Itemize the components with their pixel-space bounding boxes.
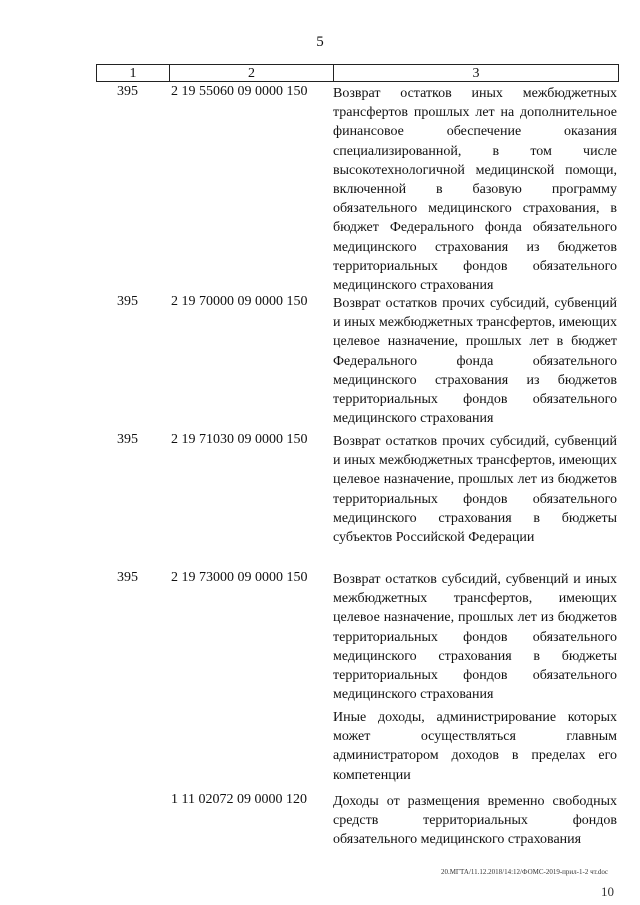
page-number: 5 [316, 34, 324, 50]
income-description: Возврат остатков прочих субсидий, субвенций и иных межбюджетных трансфертов, имеющих целевое назначение, прошлых лет в бюджет Федерального фонда обязательного медицинского страхования из бюджетов территориальных фондов обязательного медицинского страхования [333, 296, 617, 427]
income-description: Возврат остатков иных межбюджетных трансфертов прошлых лет на дополнительное финансовое обеспечение оказания специализированной, в том числе высокотехнологичной медицинской помощи, включенной в базовую программу обязательного медицинского страхования, в бюджет Федерального фонда обязательного медицинского страхования из бюджетов территориальных фондов обязательного медицинского страхования [333, 86, 617, 294]
kbk-code: 2 19 73000 09 0000 150 [171, 570, 308, 585]
footer-file-path: 20.МГТА/11.12.2018/14:12/ФОМС-2019-прил-1-2 чт.doc [440, 868, 608, 876]
admin-code: 395 [117, 570, 138, 585]
admin-code: 395 [117, 294, 138, 309]
header-col-3: 3 [472, 66, 480, 81]
header-col-1: 1 [97, 65, 170, 81]
kbk-code: 1 11 02072 09 0000 120 [171, 792, 307, 807]
income-description: Иные доходы, администрирование которых может осуществляться главным администратором доходов в пределах его компетенции [333, 710, 617, 783]
kbk-code: 2 19 71030 09 0000 150 [171, 432, 308, 447]
income-description: Доходы от размещения временно свободных средств территориальных фондов обязательного медицинского страхования [333, 794, 617, 848]
header-col-2: 2 [170, 65, 334, 81]
income-description: Возврат остатков субсидий, субвенций и иных межбюджетных трансфертов, имеющих целевое назначение, прошлых лет из бюджетов территориальных фондов обязательного медицинского страхования в бюджеты территориальных фондов обязательного медицинского страхования [333, 572, 617, 703]
admin-code: 395 [117, 84, 138, 99]
kbk-code: 2 19 70000 09 0000 150 [171, 294, 308, 309]
footer-sheet-number: 10 [601, 884, 614, 899]
admin-code: 395 [117, 432, 138, 447]
kbk-code: 2 19 55060 09 0000 150 [171, 84, 308, 99]
income-description: Возврат остатков прочих субсидий, субвенций и иных межбюджетных трансфертов, имеющих целевое назначение, прошлых лет из бюджетов территориальных фондов обязательного медицинского страхования в бюджеты субъектов Российской Федерации [333, 434, 617, 546]
table-header [96, 64, 619, 82]
